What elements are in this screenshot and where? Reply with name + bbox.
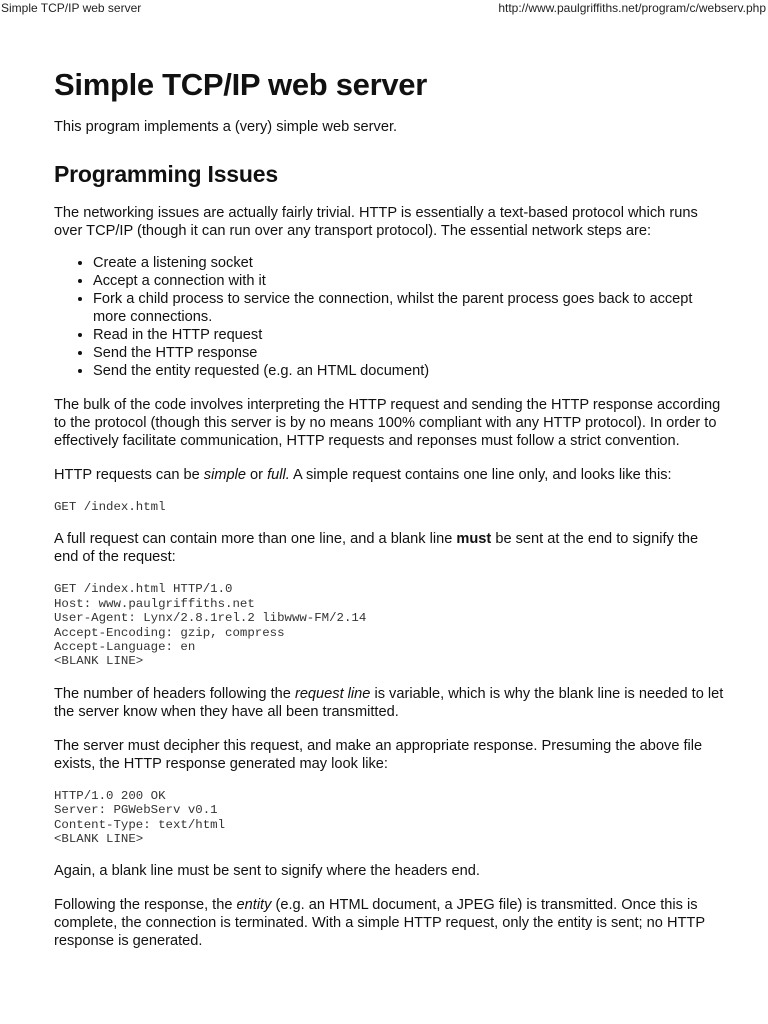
code-simple-request: GET /index.html <box>54 500 166 514</box>
list-item: • Fork a child process to service the connection, whilst the parent process goes back to accept more connections. <box>93 290 724 326</box>
text-segment: Following the response, the <box>54 897 237 914</box>
text-segment: be sent at the end to signify the end of the request: <box>54 531 699 566</box>
text-segment: or <box>245 467 268 483</box>
emphasis-simple: simple <box>203 467 246 483</box>
bulk-paragraph: The bulk of the code involves interpreting the HTTP request and sending the HTTP response according to the protocol (though this server is by no means 100% compliant with any HTTP protocol). In order to effectively facilitate communication, HTTP requests and reponses must follow a strict convention. <box>54 397 721 449</box>
emphasis-full: full. <box>267 467 290 483</box>
strong-must: must <box>456 531 492 548</box>
text-segment: HTTP requests can be <box>54 467 204 483</box>
networking-paragraph: The networking issues are actually fairly trivial. HTTP is essentially a text-based protocol which runs over TCP/IP (though it can run over any transport protocol). The essential network steps are: <box>54 205 698 239</box>
headers-paragraph <box>54 685 724 721</box>
text-segment: is variable, which is why the blank line is needed to let the server know when they have all been transmitted. <box>54 685 724 720</box>
print-header-title: Simple TCP/IP web server <box>1 1 142 15</box>
text-segment: The number of headers following the <box>54 685 295 702</box>
text-segment: (e.g. an HTML document, a JPEG file) is transmitted. Once this is complete, the connection is terminated. With a simple HTTP request, only the entity is sent; no HTTP response is generated. <box>54 897 705 950</box>
print-header-url[interactable]: http://www.paulgriffiths.net/program/c/webserv.php <box>498 1 766 15</box>
code-full-request: GET /index.html HTTP/1.0 Host: www.paulgriffiths.net User-Agent: Lynx/2.8.1rel.2 libwww-FM/2.14 Accept-Encoding: gzip, compress Accept-Language: en <BLANK LINE> <box>54 582 367 669</box>
simple-request-paragraph <box>54 466 724 484</box>
page-title: Simple TCP/IP web server <box>54 67 428 102</box>
emphasis-request-line: request line <box>294 685 371 702</box>
list-item: • Send the entity requested (e.g. an HTML document) <box>93 362 724 380</box>
list-item: • Send the HTTP response <box>93 344 724 362</box>
intro-paragraph: This program implements a (very) simple web server. <box>54 119 398 135</box>
following-paragraph <box>54 896 724 950</box>
text-segment: A full request can contain more than one line, and a blank line <box>54 531 457 548</box>
list-item: • Accept a connection with it <box>93 272 724 290</box>
article <box>54 66 724 950</box>
full-request-paragraph <box>54 530 724 566</box>
code-response: HTTP/1.0 200 OK Server: PGWebServ v0.1 Content-Type: text/html <BLANK LINE> <box>54 788 226 847</box>
list-item: • Create a listening socket <box>93 254 724 272</box>
emphasis-entity: entity <box>236 897 272 914</box>
text-segment: A simple request contains one line only, and looks like this: <box>289 467 672 483</box>
network-steps-list <box>54 254 724 380</box>
list-item: • Read in the HTTP request <box>93 326 724 344</box>
server-paragraph: The server must decipher this request, and make an appropriate response. Presuming the above file exists, the HTTP response generated may look like: <box>54 737 703 772</box>
section-heading: Programming Issues <box>54 161 278 187</box>
again-paragraph: Again, a blank line must be sent to signify where the headers end. <box>54 863 480 880</box>
print-header <box>0 1 768 15</box>
